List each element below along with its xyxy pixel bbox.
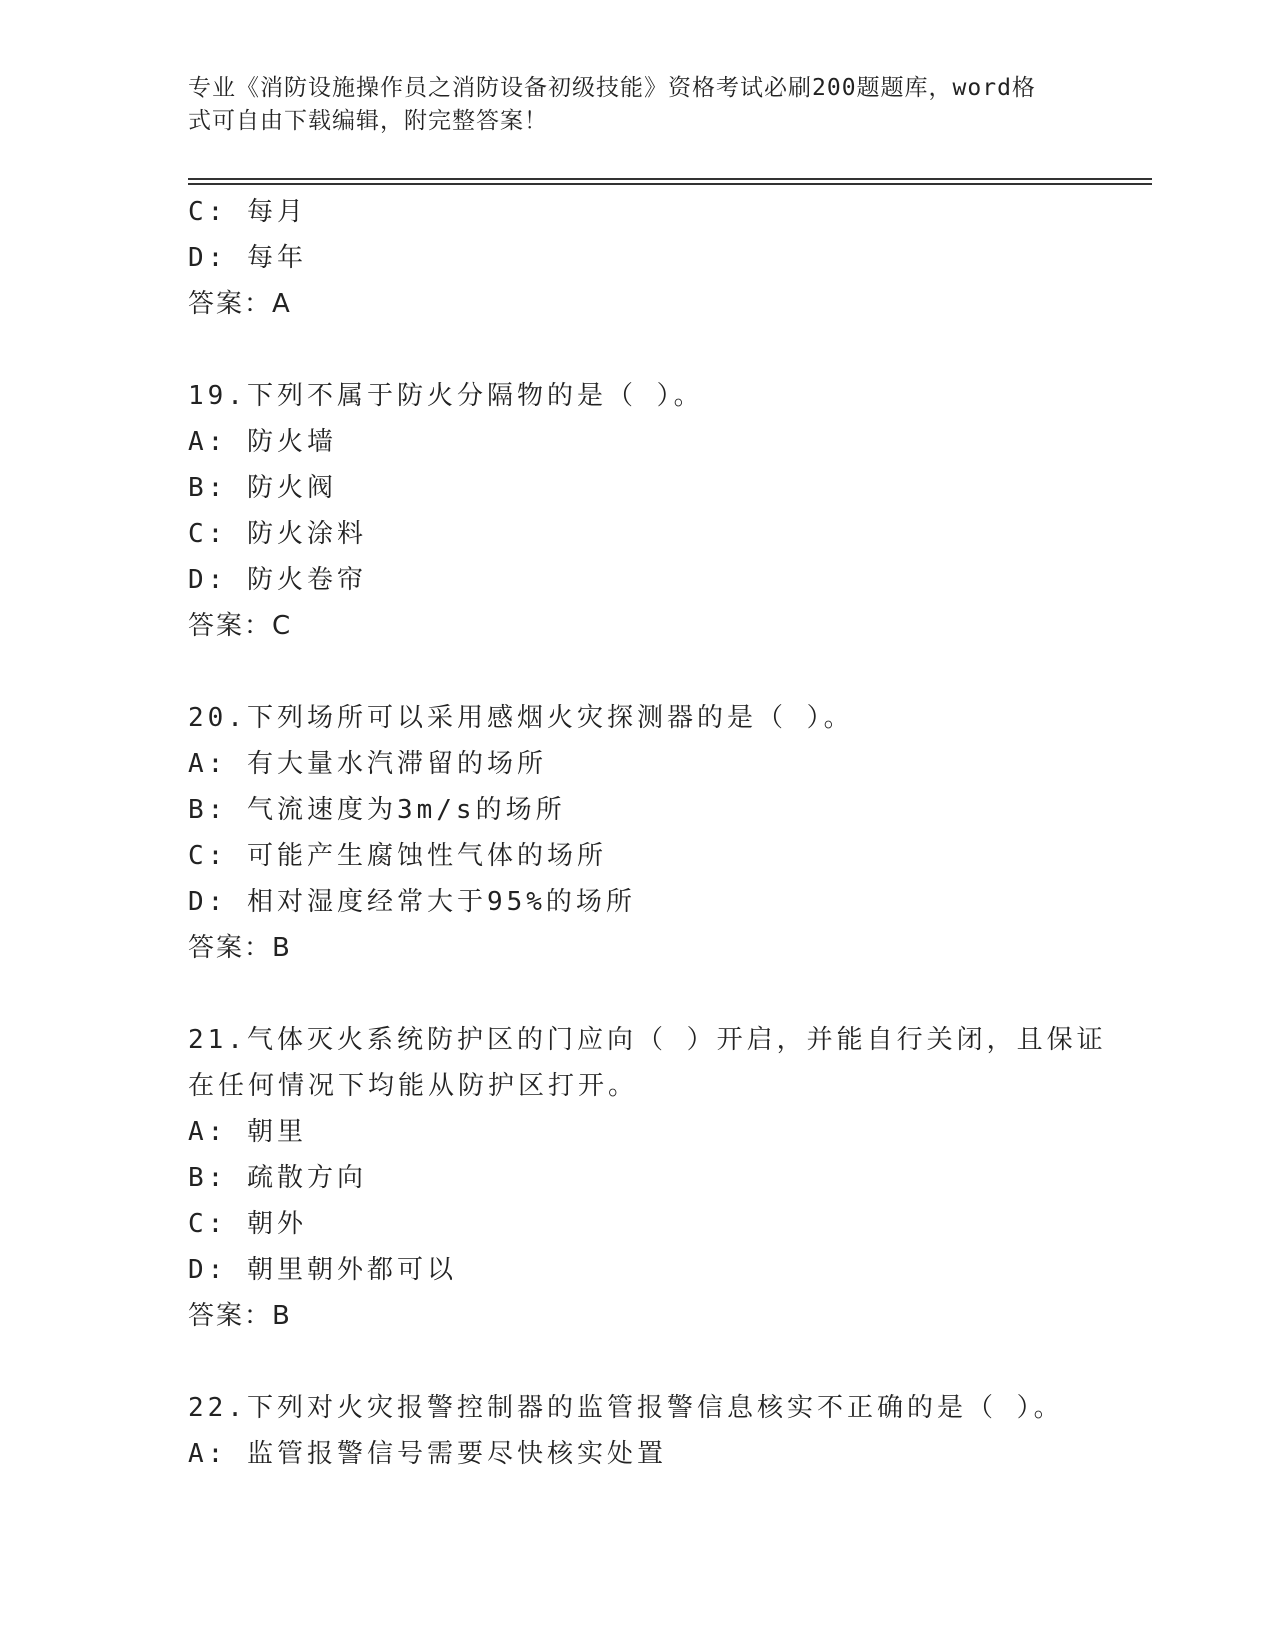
question-stem: 22.下列对火灾报警控制器的监管报警信息核实不正确的是（ ）。 (188, 1393, 1064, 1423)
option-a: A: 有大量水汽滞留的场所 (188, 749, 547, 779)
question-stem: 19.下列不属于防火分隔物的是（ ）。 (188, 381, 704, 411)
option-b: B: 气流速度为3m/s的场所 (188, 795, 566, 825)
option-c: C: 可能产生腐蚀性气体的场所 (188, 841, 607, 871)
option-b: B: 疏散方向 (188, 1163, 367, 1193)
option-d: D: 相对湿度经常大于95%的场所 (188, 887, 636, 917)
answer: 答案：B (188, 1301, 292, 1331)
option-d: D: 防火卷帘 (188, 565, 367, 595)
answer: 答案：C (188, 611, 293, 641)
option-a: A: 朝里 (188, 1117, 307, 1147)
question-list (188, 189, 1107, 1477)
option-a: A: 监管报警信号需要尽快核实处置 (188, 1439, 667, 1469)
question-22 (188, 1385, 1088, 1477)
option-d: D: 朝里朝外都可以 (188, 1255, 457, 1285)
question-stem-line-2: 在任何情况下均能从防护区打开。 (188, 1071, 639, 1101)
header-divider-top (188, 178, 1152, 180)
question-21 (188, 1017, 1107, 1339)
option-b: B: 防火阀 (188, 473, 337, 503)
option-d: D: 每年 (188, 243, 307, 273)
question-20 (188, 695, 1088, 971)
option-a: A: 防火墙 (188, 427, 337, 457)
answer: 答案：A (188, 289, 292, 319)
option-c: C: 每月 (188, 197, 307, 227)
question-19 (188, 373, 1088, 649)
document-header (188, 72, 1068, 138)
question-stem: 20.下列场所可以采用感烟火灾探测器的是（ ）。 (188, 703, 854, 733)
question-18-tail (188, 189, 1088, 327)
option-c: C: 防火涂料 (188, 519, 367, 549)
header-line-2: 式可自由下载编辑，附完整答案！ (188, 108, 548, 134)
question-stem-line-1: 21.气体灭火系统防护区的门应向（ ）开启，并能自行关闭，且保证 (188, 1025, 1107, 1055)
header-line-1: 专业《消防设施操作员之消防设备初级技能》资格考试必刷200题题库，word格 (188, 75, 1036, 101)
header-divider-bottom (188, 183, 1152, 185)
option-c: C: 朝外 (188, 1209, 307, 1239)
answer: 答案：B (188, 933, 292, 963)
